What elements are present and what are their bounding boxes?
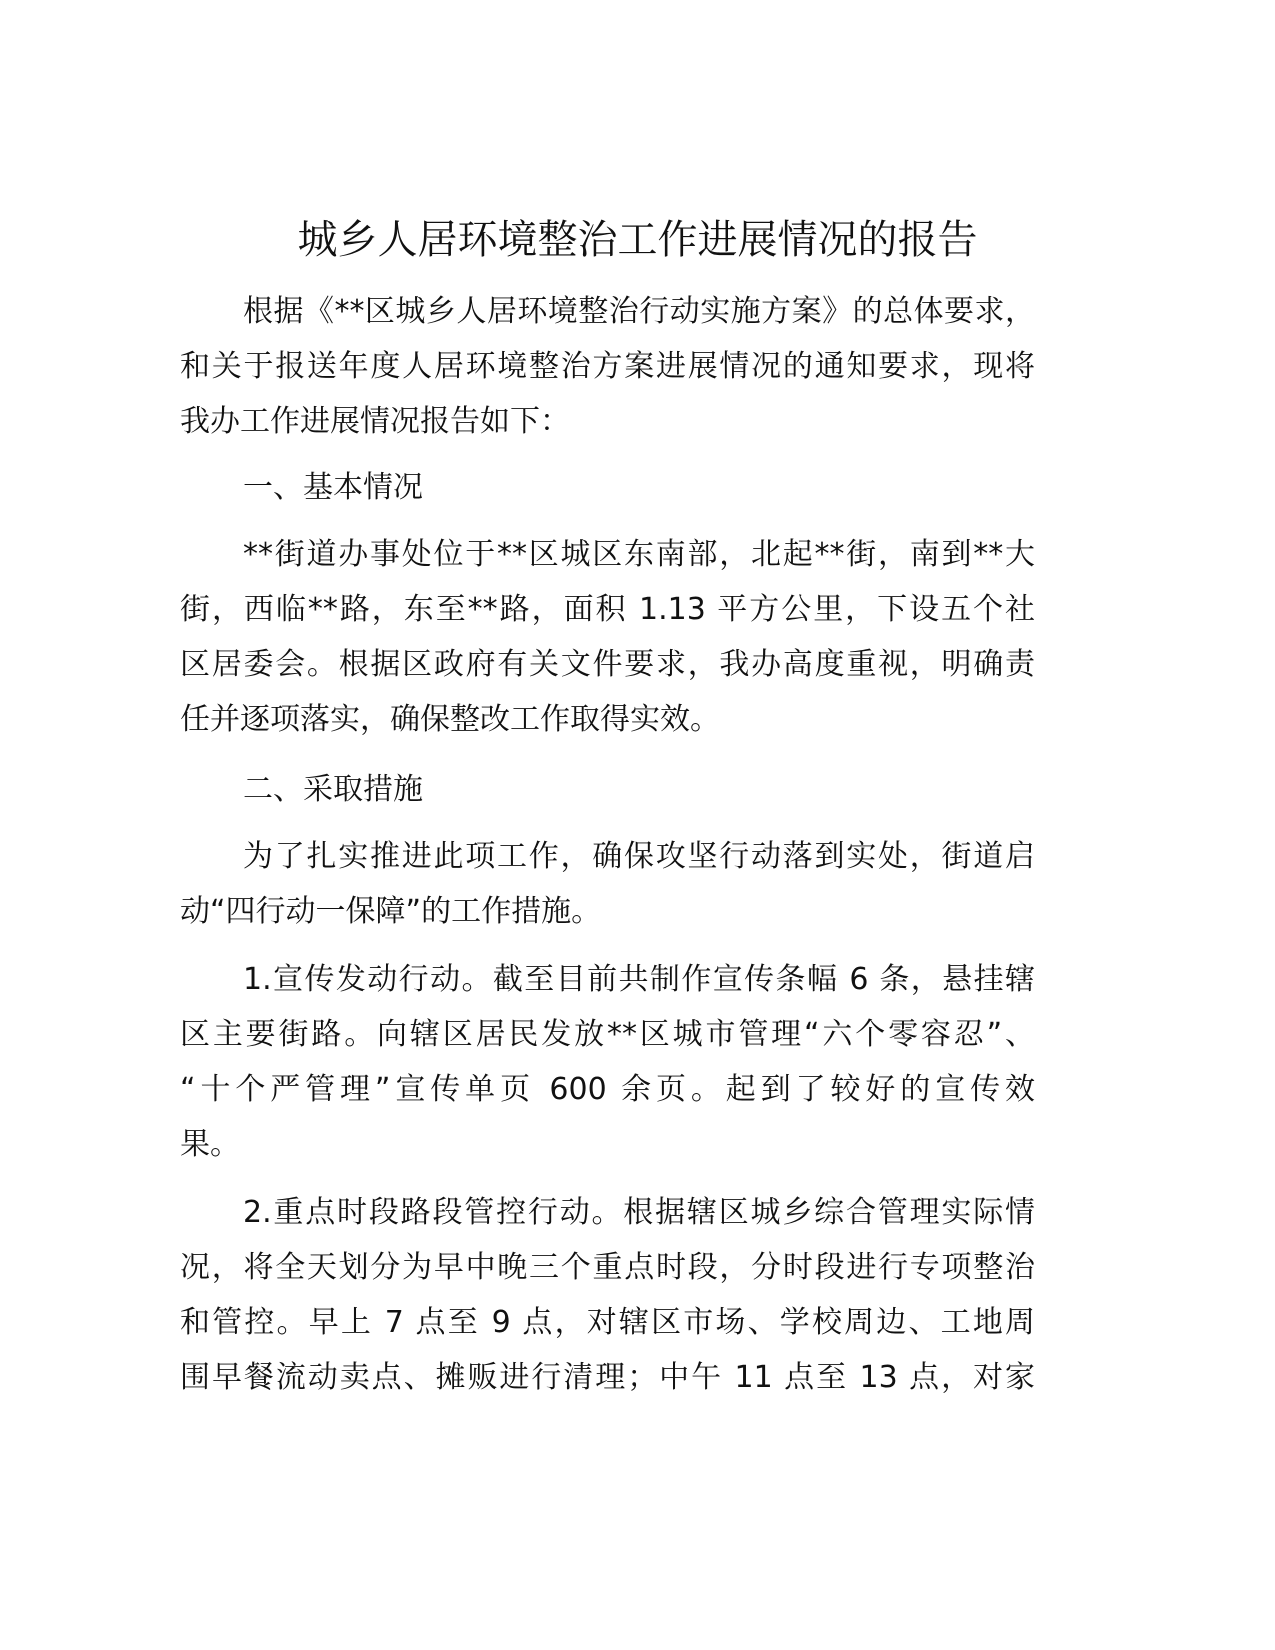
document-title: 城乡人居环境整治工作进展情况的报告 <box>297 217 978 263</box>
text-line: 任并逐项落实，确保整改工作取得实效。 <box>180 702 720 737</box>
text-line: **街道办事处位于**区城区东南部，北起**街，南到**大 <box>243 537 1035 572</box>
text-line: 街，西临**路，东至**路，面积 1.13 平方公里，下设五个社 <box>180 592 1035 627</box>
section-heading-measures: 二、采取措施 <box>243 772 423 807</box>
text-line: 和管控。早上 7 点至 9 点，对辖区市场、学校周边、工地周 <box>180 1305 1035 1340</box>
text-line: 动“四行动一保障”的工作措施。 <box>180 894 602 929</box>
text-line: 区居委会。根据区政府有关文件要求，我办高度重视，明确责 <box>180 647 1035 682</box>
text-line: 2.重点时段路段管控行动。根据辖区城乡综合管理实际情 <box>243 1195 1035 1230</box>
text-line: 果。 <box>180 1127 240 1162</box>
text-line: 和关于报送年度人居环境整治方案进展情况的通知要求，现将 <box>180 349 1035 384</box>
text-line: 为了扎实推进此项工作，确保攻坚行动落到实处，街道启 <box>243 839 1035 874</box>
text-line: 围早餐流动卖点、摊贩进行清理；中午 11 点至 13 点，对家 <box>180 1360 1035 1395</box>
text-line: “十个严管理”宣传单页 600 余页。起到了较好的宣传效 <box>180 1072 1035 1107</box>
text-line: 我办工作进展情况报告如下： <box>180 404 570 439</box>
text-line: 况，将全天划分为早中晚三个重点时段，分时段进行专项整治 <box>180 1250 1035 1285</box>
text-line: 根据《**区城乡人居环境整治行动实施方案》的总体要求， <box>243 294 1035 329</box>
section-heading-basic: 一、基本情况 <box>243 470 423 505</box>
text-line: 区主要街路。向辖区居民发放**区城市管理“六个零容忍”、 <box>180 1017 1035 1052</box>
text-line: 1.宣传发动行动。截至目前共制作宣传条幅 6 条，悬挂辖 <box>243 962 1035 997</box>
